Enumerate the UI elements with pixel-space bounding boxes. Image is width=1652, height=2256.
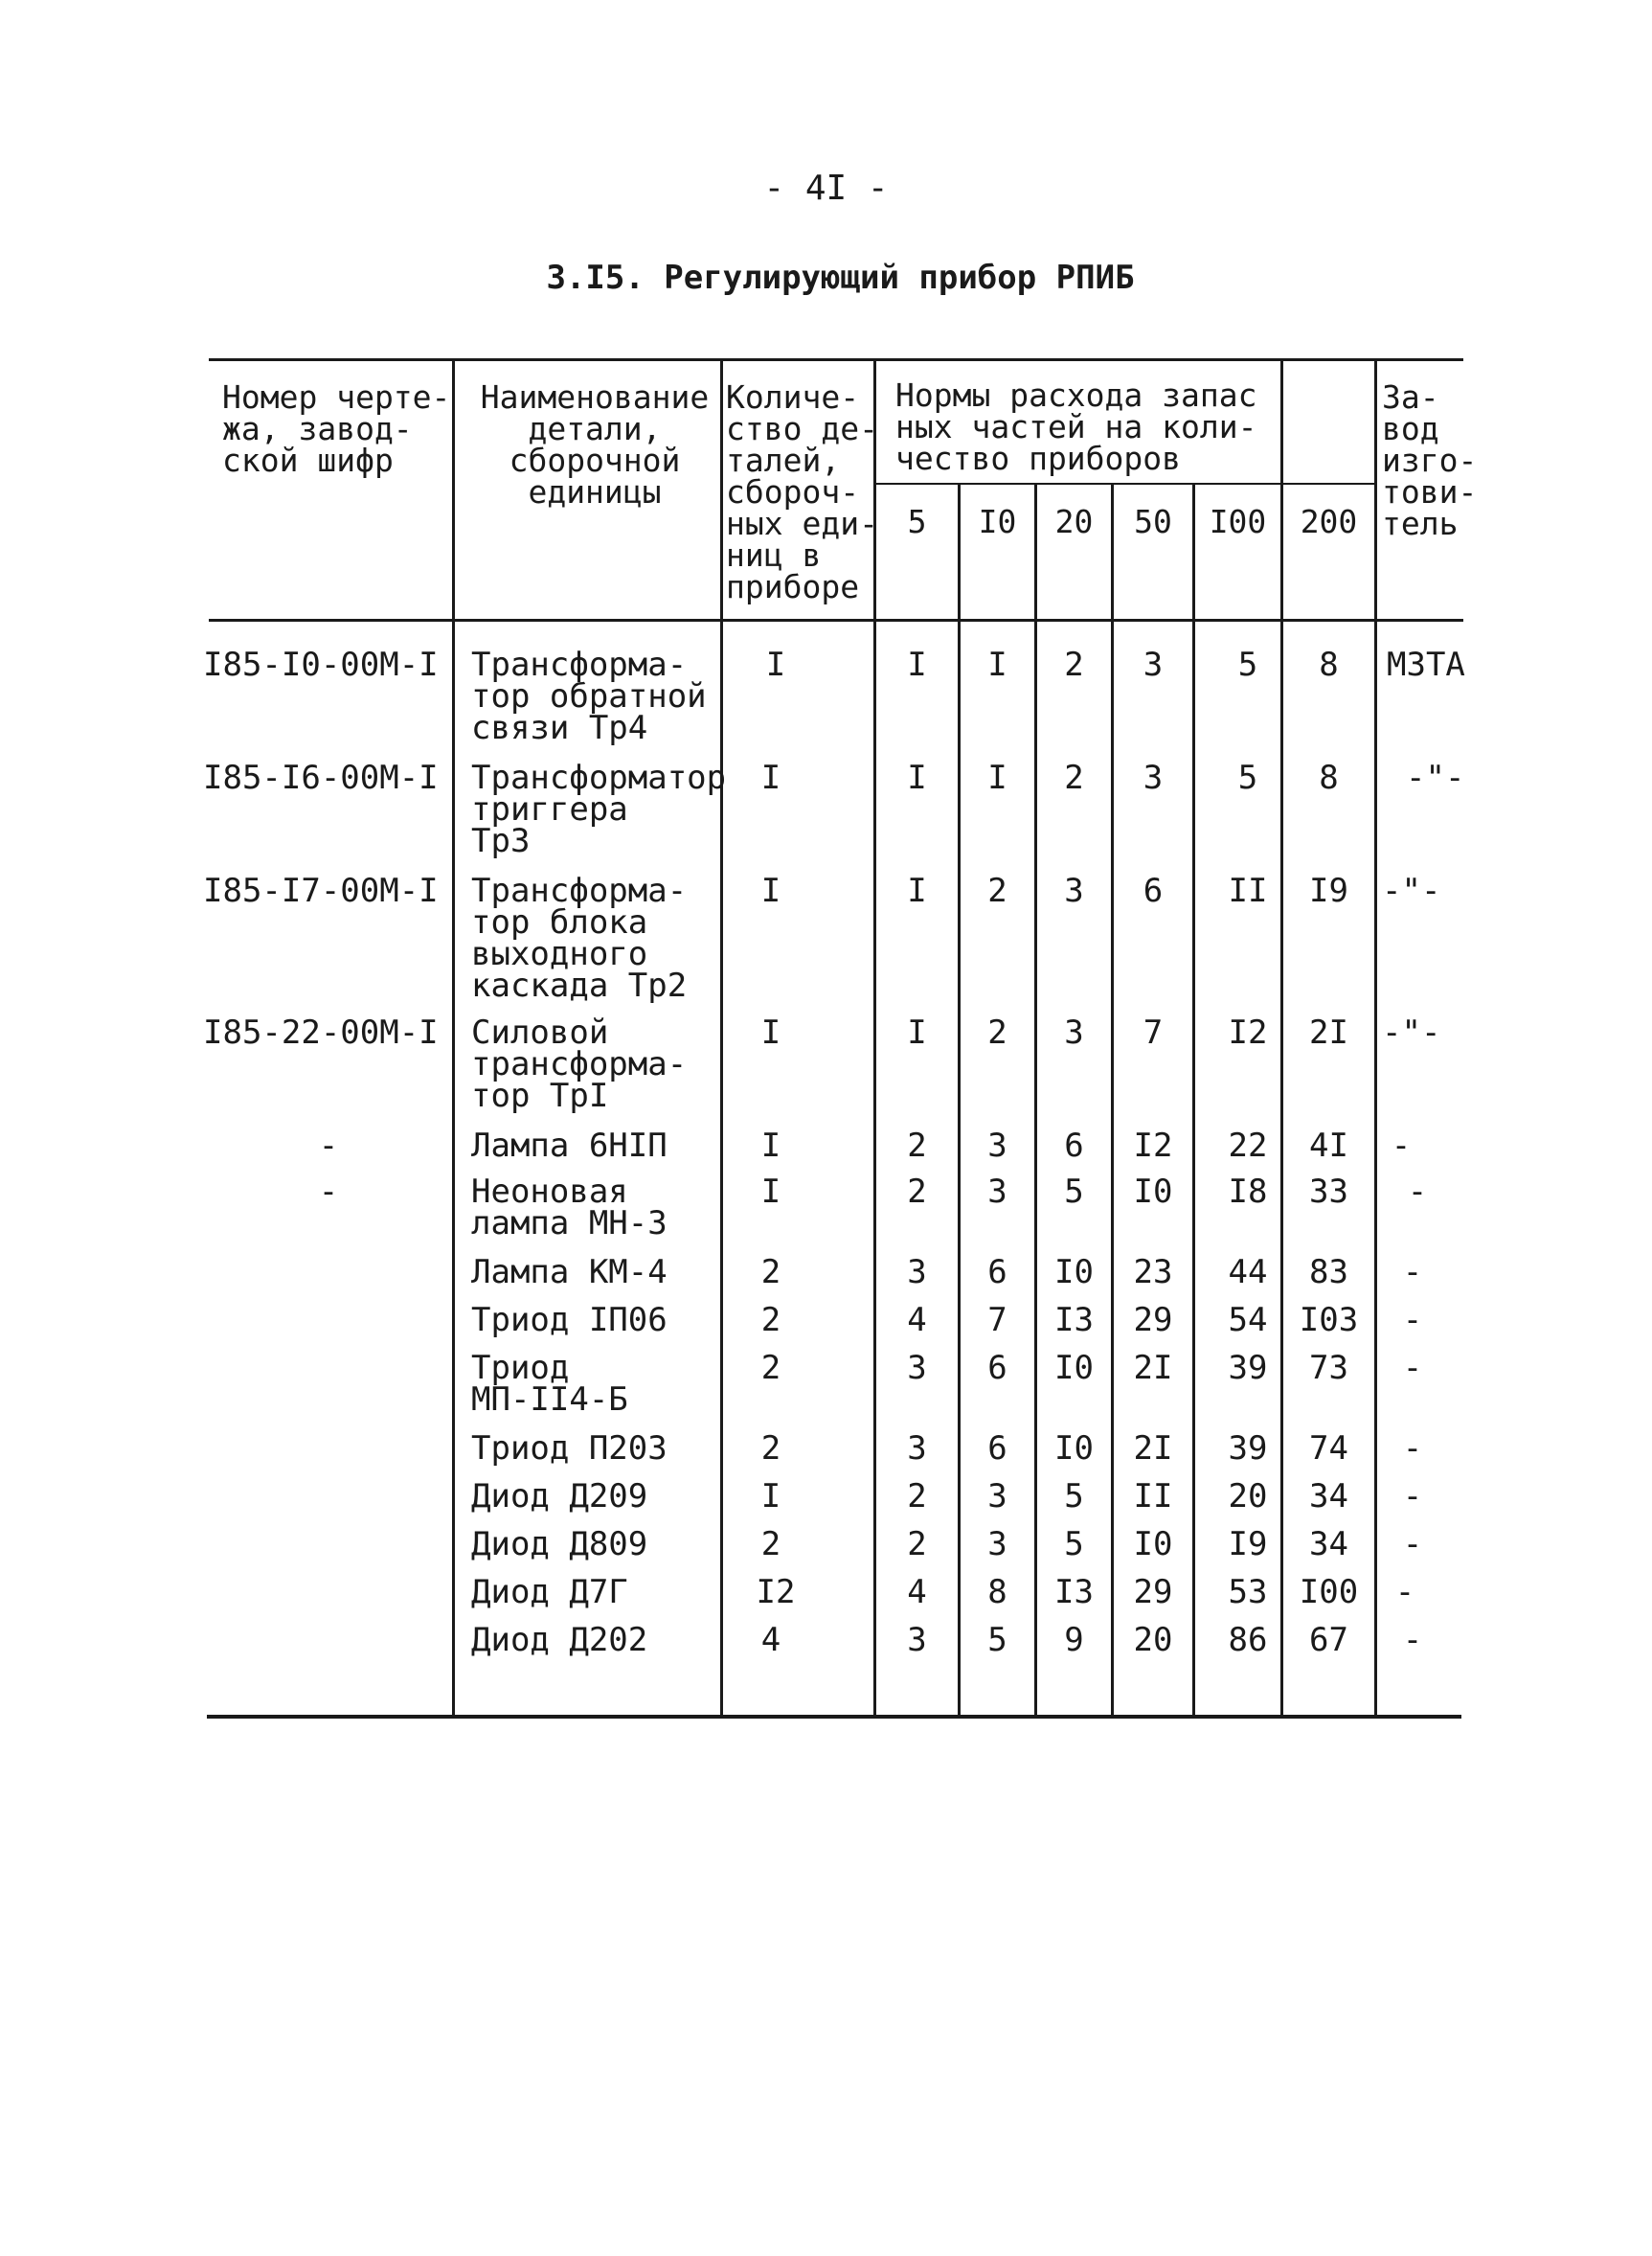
norm-200: I00 bbox=[1299, 1573, 1359, 1611]
norm-100: I8 bbox=[1228, 1173, 1268, 1211]
table-row bbox=[0, 1573, 1652, 1615]
header-drawing-number: Номер черте- жа, завод- ской шифр bbox=[222, 378, 451, 479]
norm-5: 2 bbox=[907, 1173, 927, 1211]
norm-5: 2 bbox=[907, 1127, 927, 1165]
quantity: I bbox=[760, 1477, 781, 1515]
header-quantity: Количе- ство де- талей, сбороч- ных еди- ниц в приборе bbox=[726, 378, 878, 605]
norm-5: I bbox=[907, 872, 927, 910]
table-row bbox=[0, 1253, 1652, 1295]
part-name: Диод Д809 bbox=[471, 1525, 648, 1563]
norm-10: I bbox=[987, 759, 1007, 797]
header-count-20: 20 bbox=[1054, 503, 1094, 540]
norms-subheader-rule bbox=[876, 483, 1374, 485]
norm-200: 67 bbox=[1309, 1621, 1348, 1659]
quantity: I bbox=[760, 1014, 781, 1052]
header-count-5: 5 bbox=[907, 503, 927, 540]
norm-5: 4 bbox=[907, 1301, 927, 1339]
norm-100: 22 bbox=[1228, 1127, 1268, 1165]
norm-200: 8 bbox=[1319, 759, 1339, 797]
part-name: Силовой трансформа- тор ТрI bbox=[471, 1014, 688, 1115]
norm-10: 8 bbox=[987, 1573, 1007, 1611]
norm-200: 74 bbox=[1309, 1429, 1348, 1468]
norm-5: 3 bbox=[907, 1621, 927, 1659]
norm-10: 3 bbox=[987, 1477, 1007, 1515]
norm-20: 5 bbox=[1064, 1477, 1084, 1515]
norm-10: 3 bbox=[987, 1173, 1007, 1211]
manufacturer: -"- bbox=[1382, 1014, 1441, 1052]
manufacturer: - bbox=[1391, 1127, 1412, 1165]
norm-50: 3 bbox=[1143, 646, 1164, 684]
norm-100: 39 bbox=[1228, 1349, 1268, 1387]
drawing-number: I85-I6-00M-I bbox=[203, 759, 439, 797]
norm-100: 54 bbox=[1228, 1301, 1268, 1339]
norm-50: 20 bbox=[1133, 1621, 1173, 1659]
header-count-50: 50 bbox=[1134, 503, 1172, 540]
table-row bbox=[0, 1525, 1652, 1567]
norm-200: I9 bbox=[1309, 872, 1348, 910]
part-name: Диод Д209 bbox=[471, 1477, 648, 1515]
norm-100: 5 bbox=[1237, 646, 1258, 684]
part-name: Диод Д7Г bbox=[471, 1573, 628, 1611]
norm-20: I3 bbox=[1054, 1301, 1094, 1339]
drawing-number: I85-I7-00M-I bbox=[203, 872, 439, 910]
norm-20: 3 bbox=[1064, 872, 1084, 910]
quantity: 2 bbox=[760, 1253, 781, 1291]
norm-200: 8 bbox=[1319, 646, 1339, 684]
norm-200: 83 bbox=[1309, 1253, 1348, 1291]
norm-20: I0 bbox=[1054, 1429, 1094, 1468]
norm-5: 3 bbox=[907, 1253, 927, 1291]
manufacturer: - bbox=[1402, 1525, 1423, 1563]
table-row bbox=[0, 1349, 1652, 1425]
norm-20: 2 bbox=[1064, 646, 1084, 684]
norm-100: 5 bbox=[1237, 759, 1258, 797]
norm-50: 7 bbox=[1143, 1014, 1164, 1052]
table-row bbox=[0, 1429, 1652, 1471]
quantity: I bbox=[760, 872, 781, 910]
part-name: Трансформатор триггера Тр3 bbox=[471, 759, 727, 860]
norm-50: 23 bbox=[1133, 1253, 1173, 1291]
table-row bbox=[0, 1621, 1652, 1663]
part-name: Лампа КМ-4 bbox=[471, 1253, 668, 1291]
part-name: Триод МП-II4-Б bbox=[471, 1349, 628, 1419]
norm-10: 5 bbox=[987, 1621, 1007, 1659]
norm-10: 2 bbox=[987, 1014, 1007, 1052]
norm-10: 6 bbox=[987, 1253, 1007, 1291]
norm-100: I2 bbox=[1228, 1014, 1268, 1052]
norm-10: 3 bbox=[987, 1525, 1007, 1563]
header-part-name: Наименование детали, сборочной единицы bbox=[480, 378, 710, 511]
norm-50: 2I bbox=[1133, 1429, 1173, 1468]
norm-20: 9 bbox=[1064, 1621, 1084, 1659]
manufacturer: МЗТА bbox=[1387, 646, 1465, 684]
drawing-number: I85-22-00M-I bbox=[203, 1014, 439, 1052]
norm-5: I bbox=[907, 646, 927, 684]
drawing-number: - bbox=[318, 1173, 339, 1211]
norm-10: 7 bbox=[987, 1301, 1007, 1339]
norm-100: 20 bbox=[1228, 1477, 1268, 1515]
norm-100: 44 bbox=[1228, 1253, 1268, 1291]
manufacturer: - bbox=[1402, 1621, 1423, 1659]
quantity: I bbox=[760, 1173, 781, 1211]
norm-200: 4I bbox=[1309, 1127, 1348, 1165]
norm-200: 73 bbox=[1309, 1349, 1348, 1387]
norm-5: 3 bbox=[907, 1429, 927, 1468]
header-norms-group: Нормы расхода запас ных частей на коли- чество приборов bbox=[895, 376, 1257, 477]
header-bottom-rule bbox=[209, 619, 1463, 622]
quantity: I bbox=[765, 646, 786, 684]
quantity: I bbox=[760, 1127, 781, 1165]
manufacturer: -"- bbox=[1406, 759, 1465, 797]
header-count-10: I0 bbox=[978, 503, 1017, 540]
norm-100: II bbox=[1228, 872, 1268, 910]
quantity: 2 bbox=[760, 1429, 781, 1468]
norm-20: I0 bbox=[1054, 1349, 1094, 1387]
norm-20: 5 bbox=[1064, 1173, 1084, 1211]
table-row bbox=[0, 1014, 1652, 1123]
norm-20: I0 bbox=[1054, 1253, 1094, 1291]
manufacturer: - bbox=[1402, 1429, 1423, 1468]
table-row bbox=[0, 1477, 1652, 1519]
quantity: 2 bbox=[760, 1525, 781, 1563]
part-name: Неоновая лампа МН-3 bbox=[471, 1173, 668, 1242]
norm-200: 2I bbox=[1309, 1014, 1348, 1052]
table-top-rule bbox=[209, 358, 1463, 361]
table-row bbox=[0, 759, 1652, 868]
norm-100: 86 bbox=[1228, 1621, 1268, 1659]
norm-10: 6 bbox=[987, 1429, 1007, 1468]
norm-200: 34 bbox=[1309, 1525, 1348, 1563]
norm-5: 2 bbox=[907, 1525, 927, 1563]
manufacturer: - bbox=[1407, 1173, 1428, 1211]
norm-10: 6 bbox=[987, 1349, 1007, 1387]
norm-50: 6 bbox=[1143, 872, 1164, 910]
part-name: Триод IП06 bbox=[471, 1301, 668, 1339]
norm-10: 2 bbox=[987, 872, 1007, 910]
norm-20: 2 bbox=[1064, 759, 1084, 797]
norm-20: 6 bbox=[1064, 1127, 1084, 1165]
part-name: Диод Д202 bbox=[471, 1621, 648, 1659]
page-number: - 4I - bbox=[763, 169, 889, 208]
drawing-number: I85-I0-00M-I bbox=[203, 646, 439, 684]
manufacturer: - bbox=[1402, 1349, 1423, 1387]
norm-20: 3 bbox=[1064, 1014, 1084, 1052]
header-count-200: 200 bbox=[1300, 503, 1358, 540]
norm-50: 3 bbox=[1143, 759, 1164, 797]
norm-50: I0 bbox=[1133, 1525, 1173, 1563]
manufacturer: - bbox=[1402, 1477, 1423, 1515]
quantity: I bbox=[760, 759, 781, 797]
manufacturer: -"- bbox=[1382, 872, 1441, 910]
norm-50: 2I bbox=[1133, 1349, 1173, 1387]
norm-10: I bbox=[987, 646, 1007, 684]
table-row bbox=[0, 872, 1652, 1010]
manufacturer: - bbox=[1394, 1573, 1415, 1611]
part-name: Трансформа- тор блока выходного каскада Тр2 bbox=[471, 872, 688, 1005]
norm-100: 39 bbox=[1228, 1429, 1268, 1468]
norm-200: 34 bbox=[1309, 1477, 1348, 1515]
norm-50: II bbox=[1133, 1477, 1173, 1515]
table-bottom-rule bbox=[207, 1715, 1461, 1719]
part-name: Трансформа- тор обратной связи Тр4 bbox=[471, 646, 707, 747]
table-row bbox=[0, 1173, 1652, 1249]
header-manufacturer: За- вод изго- тови- тель bbox=[1382, 378, 1478, 542]
quantity: 4 bbox=[760, 1621, 781, 1659]
norm-20: 5 bbox=[1064, 1525, 1084, 1563]
quantity: 2 bbox=[760, 1349, 781, 1387]
norm-5: 4 bbox=[907, 1573, 927, 1611]
norm-50: 29 bbox=[1133, 1301, 1173, 1339]
norm-200: I03 bbox=[1299, 1301, 1359, 1339]
norm-10: 3 bbox=[987, 1127, 1007, 1165]
drawing-number: - bbox=[318, 1127, 339, 1165]
part-name: Лампа 6НIП bbox=[471, 1127, 668, 1165]
quantity: 2 bbox=[760, 1301, 781, 1339]
table-row bbox=[0, 1301, 1652, 1343]
section-title: 3.I5. Регулирующий прибор РПИБ bbox=[546, 259, 1135, 297]
norm-100: 53 bbox=[1228, 1573, 1268, 1611]
table-row bbox=[0, 1127, 1652, 1169]
manufacturer: - bbox=[1402, 1253, 1423, 1291]
norm-200: 33 bbox=[1309, 1173, 1348, 1211]
norm-50: 29 bbox=[1133, 1573, 1173, 1611]
norm-5: I bbox=[907, 1014, 927, 1052]
norm-5: 2 bbox=[907, 1477, 927, 1515]
norm-100: I9 bbox=[1228, 1525, 1268, 1563]
part-name: Триод П203 bbox=[471, 1429, 668, 1468]
norm-50: I2 bbox=[1133, 1127, 1173, 1165]
norm-5: I bbox=[907, 759, 927, 797]
norm-50: I0 bbox=[1133, 1173, 1173, 1211]
manufacturer: - bbox=[1402, 1301, 1423, 1339]
quantity: I2 bbox=[756, 1573, 796, 1611]
table-row bbox=[0, 646, 1652, 755]
norm-5: 3 bbox=[907, 1349, 927, 1387]
header-count-100: I00 bbox=[1209, 503, 1267, 540]
norm-20: I3 bbox=[1054, 1573, 1094, 1611]
